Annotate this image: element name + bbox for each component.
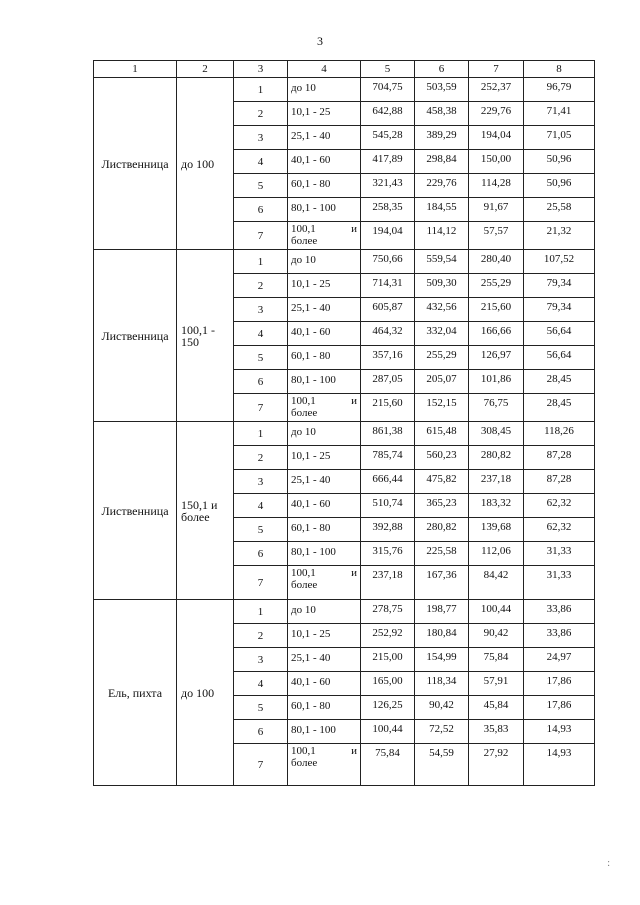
value-cell: 510,74: [361, 494, 415, 518]
value-cell: 79,34: [524, 298, 595, 322]
value-cell: 28,45: [524, 370, 595, 394]
row-number-cell: 2: [234, 274, 288, 298]
value-cell: 332,04: [415, 322, 469, 346]
diameter-cell: 25,1 - 40: [288, 470, 361, 494]
table-row: [94, 422, 595, 446]
value-cell: 166,66: [469, 322, 524, 346]
value-cell: 458,38: [415, 102, 469, 126]
column-header: 8: [524, 61, 595, 78]
diameter-cell: 80,1 - 100: [288, 198, 361, 222]
species-cell: Лиственница: [94, 78, 177, 250]
value-cell: 615,48: [415, 422, 469, 446]
row-number-cell: 1: [234, 78, 288, 102]
value-cell: 215,60: [361, 394, 415, 422]
value-cell: 559,54: [415, 250, 469, 274]
value-cell: 642,88: [361, 102, 415, 126]
value-cell: 87,28: [524, 446, 595, 470]
diameter-cell: [288, 566, 361, 600]
diameter-cell: [288, 744, 361, 786]
species-cell: Ель, пихта: [94, 600, 177, 786]
value-cell: 56,64: [524, 322, 595, 346]
diameter-from: 100,1: [291, 223, 316, 235]
value-cell: 287,05: [361, 370, 415, 394]
row-number-cell: 7: [234, 566, 288, 600]
column-header: 7: [469, 61, 524, 78]
value-cell: 57,57: [469, 222, 524, 250]
row-number-cell: 6: [234, 542, 288, 566]
diameter-cell: 40,1 - 60: [288, 494, 361, 518]
diameter-cell: 80,1 - 100: [288, 720, 361, 744]
value-cell: 714,31: [361, 274, 415, 298]
diameter-cell: 60,1 - 80: [288, 696, 361, 720]
value-cell: 100,44: [469, 600, 524, 624]
value-cell: 861,38: [361, 422, 415, 446]
row-number-cell: 4: [234, 494, 288, 518]
value-cell: 183,32: [469, 494, 524, 518]
value-cell: 150,00: [469, 150, 524, 174]
column-header: 5: [361, 61, 415, 78]
species-cell: Лиственница: [94, 250, 177, 422]
row-number-cell: 7: [234, 394, 288, 422]
value-cell: 229,76: [469, 102, 524, 126]
value-cell: 57,91: [469, 672, 524, 696]
value-cell: 605,87: [361, 298, 415, 322]
value-cell: 252,37: [469, 78, 524, 102]
value-cell: 71,41: [524, 102, 595, 126]
value-cell: 17,86: [524, 672, 595, 696]
row-number-cell: 6: [234, 370, 288, 394]
value-cell: 785,74: [361, 446, 415, 470]
value-cell: 280,40: [469, 250, 524, 274]
value-cell: 750,66: [361, 250, 415, 274]
value-cell: 62,32: [524, 518, 595, 542]
value-cell: 90,42: [415, 696, 469, 720]
column-header: 2: [177, 61, 234, 78]
row-number-cell: 4: [234, 150, 288, 174]
value-cell: 101,86: [469, 370, 524, 394]
value-cell: 464,32: [361, 322, 415, 346]
value-cell: 33,86: [524, 600, 595, 624]
value-cell: 503,59: [415, 78, 469, 102]
value-cell: 31,33: [524, 566, 595, 600]
value-cell: 154,99: [415, 648, 469, 672]
diameter-cell: 25,1 - 40: [288, 298, 361, 322]
diameter-cell: до 10: [288, 422, 361, 446]
value-cell: 28,45: [524, 394, 595, 422]
value-cell: 357,16: [361, 346, 415, 370]
row-number-cell: 3: [234, 648, 288, 672]
diameter-cell: 25,1 - 40: [288, 126, 361, 150]
value-cell: 112,06: [469, 542, 524, 566]
diameter-cell: 80,1 - 100: [288, 370, 361, 394]
row-number-cell: 3: [234, 126, 288, 150]
value-cell: 25,58: [524, 198, 595, 222]
diameter-more: более: [291, 235, 318, 247]
age-range-cell: 150,1 и более: [177, 422, 234, 600]
diameter-cell: до 10: [288, 78, 361, 102]
value-cell: 118,34: [415, 672, 469, 696]
value-cell: 194,04: [361, 222, 415, 250]
diameter-cell: [288, 222, 361, 250]
row-number-cell: 5: [234, 346, 288, 370]
row-number-cell: 5: [234, 518, 288, 542]
table-row: [94, 250, 595, 274]
diameter-cell: 25,1 - 40: [288, 648, 361, 672]
column-header: 4: [288, 61, 361, 78]
diameter-and: и: [351, 395, 357, 407]
row-number-cell: 1: [234, 422, 288, 446]
value-cell: 72,52: [415, 720, 469, 744]
value-cell: 76,75: [469, 394, 524, 422]
value-cell: 392,88: [361, 518, 415, 542]
corner-mark: :: [607, 858, 610, 869]
diameter-cell: 80,1 - 100: [288, 542, 361, 566]
value-cell: 56,64: [524, 346, 595, 370]
value-cell: 215,00: [361, 648, 415, 672]
value-cell: 167,36: [415, 566, 469, 600]
diameter-cell: 60,1 - 80: [288, 174, 361, 198]
value-cell: 417,89: [361, 150, 415, 174]
value-cell: 666,44: [361, 470, 415, 494]
value-cell: 308,45: [469, 422, 524, 446]
row-number-cell: 1: [234, 600, 288, 624]
value-cell: 215,60: [469, 298, 524, 322]
age-range-cell: 100,1 - 150: [177, 250, 234, 422]
row-number-cell: 7: [234, 222, 288, 250]
value-cell: 205,07: [415, 370, 469, 394]
value-cell: 139,68: [469, 518, 524, 542]
diameter-from: 100,1: [291, 395, 316, 407]
value-cell: 321,43: [361, 174, 415, 198]
table-row: [94, 600, 595, 624]
value-cell: 91,67: [469, 198, 524, 222]
value-cell: 237,18: [469, 470, 524, 494]
value-cell: 165,00: [361, 672, 415, 696]
row-number-cell: 2: [234, 446, 288, 470]
value-cell: 90,42: [469, 624, 524, 648]
diameter-cell: 40,1 - 60: [288, 150, 361, 174]
value-cell: 194,04: [469, 126, 524, 150]
column-header: 3: [234, 61, 288, 78]
diameter-and: и: [351, 223, 357, 235]
value-cell: 184,55: [415, 198, 469, 222]
value-cell: 126,97: [469, 346, 524, 370]
value-cell: 229,76: [415, 174, 469, 198]
value-cell: 278,75: [361, 600, 415, 624]
row-number-cell: 2: [234, 102, 288, 126]
row-number-cell: 2: [234, 624, 288, 648]
value-cell: 35,83: [469, 720, 524, 744]
rates-table: [93, 60, 595, 786]
value-cell: 545,28: [361, 126, 415, 150]
diameter-cell: 10,1 - 25: [288, 102, 361, 126]
row-number-cell: 3: [234, 470, 288, 494]
row-number-cell: 5: [234, 174, 288, 198]
diameter-cell: [288, 394, 361, 422]
age-range-cell: до 100: [177, 78, 234, 250]
row-number-cell: 6: [234, 720, 288, 744]
row-number-cell: 1: [234, 250, 288, 274]
value-cell: 255,29: [469, 274, 524, 298]
row-number-cell: 3: [234, 298, 288, 322]
value-cell: 126,25: [361, 696, 415, 720]
value-cell: 280,82: [469, 446, 524, 470]
diameter-cell: 10,1 - 25: [288, 274, 361, 298]
value-cell: 87,28: [524, 470, 595, 494]
value-cell: 298,84: [415, 150, 469, 174]
row-number-cell: 4: [234, 322, 288, 346]
value-cell: 17,86: [524, 696, 595, 720]
page-number: 3: [317, 34, 323, 48]
diameter-cell: 60,1 - 80: [288, 518, 361, 542]
value-cell: 75,84: [469, 648, 524, 672]
diameter-more: более: [291, 757, 318, 769]
value-cell: 237,18: [361, 566, 415, 600]
value-cell: 315,76: [361, 542, 415, 566]
value-cell: 152,15: [415, 394, 469, 422]
diameter-cell: до 10: [288, 250, 361, 274]
value-cell: 225,58: [415, 542, 469, 566]
value-cell: 118,26: [524, 422, 595, 446]
diameter-and: и: [351, 745, 357, 757]
value-cell: 21,32: [524, 222, 595, 250]
value-cell: 255,29: [415, 346, 469, 370]
diameter-and: и: [351, 567, 357, 579]
diameter-cell: 10,1 - 25: [288, 446, 361, 470]
value-cell: 389,29: [415, 126, 469, 150]
value-cell: 54,59: [415, 744, 469, 786]
value-cell: 27,92: [469, 744, 524, 786]
diameter-more: более: [291, 579, 318, 591]
diameter-more: более: [291, 407, 318, 419]
column-header: 6: [415, 61, 469, 78]
row-number-cell: 7: [234, 744, 288, 786]
value-cell: 258,35: [361, 198, 415, 222]
diameter-cell: до 10: [288, 600, 361, 624]
value-cell: 45,84: [469, 696, 524, 720]
row-number-cell: 6: [234, 198, 288, 222]
value-cell: 33,86: [524, 624, 595, 648]
value-cell: 75,84: [361, 744, 415, 786]
value-cell: 50,96: [524, 174, 595, 198]
value-cell: 84,42: [469, 566, 524, 600]
diameter-cell: 60,1 - 80: [288, 346, 361, 370]
diameter-from: 100,1: [291, 745, 316, 757]
row-number-cell: 5: [234, 696, 288, 720]
value-cell: 560,23: [415, 446, 469, 470]
value-cell: 31,33: [524, 542, 595, 566]
species-cell: Лиственница: [94, 422, 177, 600]
value-cell: 252,92: [361, 624, 415, 648]
value-cell: 96,79: [524, 78, 595, 102]
value-cell: 14,93: [524, 744, 595, 786]
header-row: [94, 61, 595, 78]
diameter-cell: 40,1 - 60: [288, 672, 361, 696]
value-cell: 62,32: [524, 494, 595, 518]
diameter-from: 100,1: [291, 567, 316, 579]
value-cell: 475,82: [415, 470, 469, 494]
table-row: [94, 78, 595, 102]
value-cell: 114,12: [415, 222, 469, 250]
diameter-cell: 40,1 - 60: [288, 322, 361, 346]
column-header: 1: [94, 61, 177, 78]
value-cell: 509,30: [415, 274, 469, 298]
value-cell: 107,52: [524, 250, 595, 274]
value-cell: 24,97: [524, 648, 595, 672]
value-cell: 14,93: [524, 720, 595, 744]
diameter-cell: 10,1 - 25: [288, 624, 361, 648]
value-cell: 280,82: [415, 518, 469, 542]
value-cell: 365,23: [415, 494, 469, 518]
value-cell: 50,96: [524, 150, 595, 174]
row-number-cell: 4: [234, 672, 288, 696]
value-cell: 100,44: [361, 720, 415, 744]
age-range-cell: до 100: [177, 600, 234, 786]
value-cell: 198,77: [415, 600, 469, 624]
value-cell: 71,05: [524, 126, 595, 150]
value-cell: 432,56: [415, 298, 469, 322]
value-cell: 704,75: [361, 78, 415, 102]
value-cell: 114,28: [469, 174, 524, 198]
value-cell: 79,34: [524, 274, 595, 298]
value-cell: 180,84: [415, 624, 469, 648]
